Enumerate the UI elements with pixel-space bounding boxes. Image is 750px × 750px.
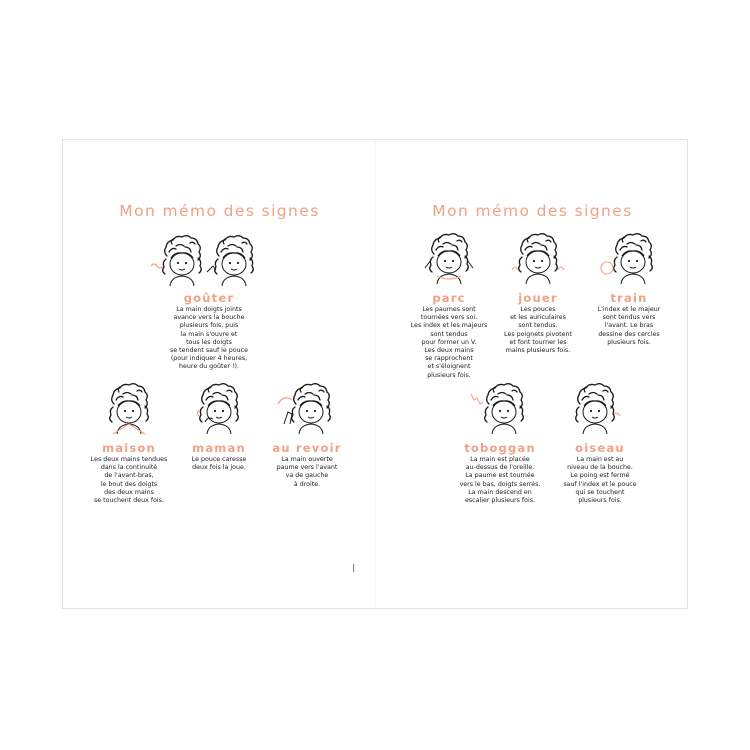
sign-description: L'index et le majeur sont tendus vers l'avant. Le bras dessine des cercles plusieurs fois. — [597, 306, 661, 346]
sign-word: goûter — [183, 291, 235, 305]
child-sign-illustration — [189, 380, 249, 440]
sign-toboggan — [450, 380, 550, 505]
sign-au-revoir — [261, 380, 353, 489]
book-spread — [62, 139, 688, 609]
right-page — [376, 140, 689, 608]
sign-maman — [180, 380, 258, 472]
sign-description: Les paumes sont tournées vers soi. Les index et les majeurs sont tendus pour former un V. Les deux mains se rapprochent et s'éloignent plusieurs fois. — [410, 306, 488, 379]
motion-arrow-icon — [113, 424, 145, 434]
sign-train — [584, 230, 674, 347]
sign-description: Les pouces et les auriculaires sont tendus. Les poignets pivotent et font tourner les mains plusieurs fois. — [504, 306, 572, 355]
child-sign-illustration — [568, 380, 632, 440]
sign-gouter — [149, 232, 269, 372]
sign-description: La main est placée au-dessus de l'oreille. La paume est tournée vers le bas, doigts serrés. La main descend en escalier plusieurs fois. — [459, 456, 541, 505]
page-folio — [353, 564, 354, 572]
sign-description: La main ouverte paume vers l'avant va de gauche à droite. — [276, 456, 338, 488]
sign-description: Les deux mains tendues dans la continuité de l'avant-bras, le bout des doigts des deux mains se touchent deux fois. — [90, 456, 168, 505]
sign-word: jouer — [518, 291, 558, 305]
child-sign-illustration — [99, 380, 159, 440]
sign-description: La main est au niveau de la bouche. Le poing est fermé sauf l'index et le pouce qui se touchent plusieurs fois. — [563, 456, 637, 505]
child-sign-illustration — [149, 232, 269, 290]
left-page — [63, 140, 376, 608]
sign-jouer — [490, 230, 586, 355]
motion-arrow-icon — [278, 398, 292, 404]
sign-word: toboggan — [464, 441, 536, 455]
sign-word: parc — [432, 291, 466, 305]
sign-description: La main doigts joints avance vers la bouche plusieurs fois, puis la main s'ouvre et tous les doigts se tendent sauf le pouce (pour indiquer 4 heures, heure du goûter !). — [170, 306, 248, 371]
motion-arrow-icon — [198, 410, 200, 416]
sign-word: maman — [192, 441, 246, 455]
sign-word: au revoir — [272, 441, 342, 455]
motion-arrow-icon — [471, 394, 483, 404]
child-sign-illustration — [417, 230, 481, 290]
sign-parc — [400, 230, 498, 380]
sign-maison — [77, 380, 181, 505]
child-sign-illustration — [597, 230, 661, 290]
sign-description: Le pouce caresse deux fois la joue. — [191, 456, 247, 472]
motion-arrow-icon — [151, 264, 163, 268]
motion-arrow-icon — [614, 413, 620, 416]
sign-word: train — [610, 291, 648, 305]
page-title: Mon mémo des signes — [432, 202, 633, 220]
child-sign-illustration — [465, 380, 535, 440]
child-sign-illustration — [506, 230, 570, 290]
child-sign-illustration — [272, 380, 342, 440]
motion-arrow-icon — [601, 262, 613, 274]
sign-word: oiseau — [575, 441, 625, 455]
sign-word: maison — [102, 441, 156, 455]
page-title: Mon mémo des signes — [119, 202, 320, 220]
sign-oiseau — [550, 380, 650, 505]
